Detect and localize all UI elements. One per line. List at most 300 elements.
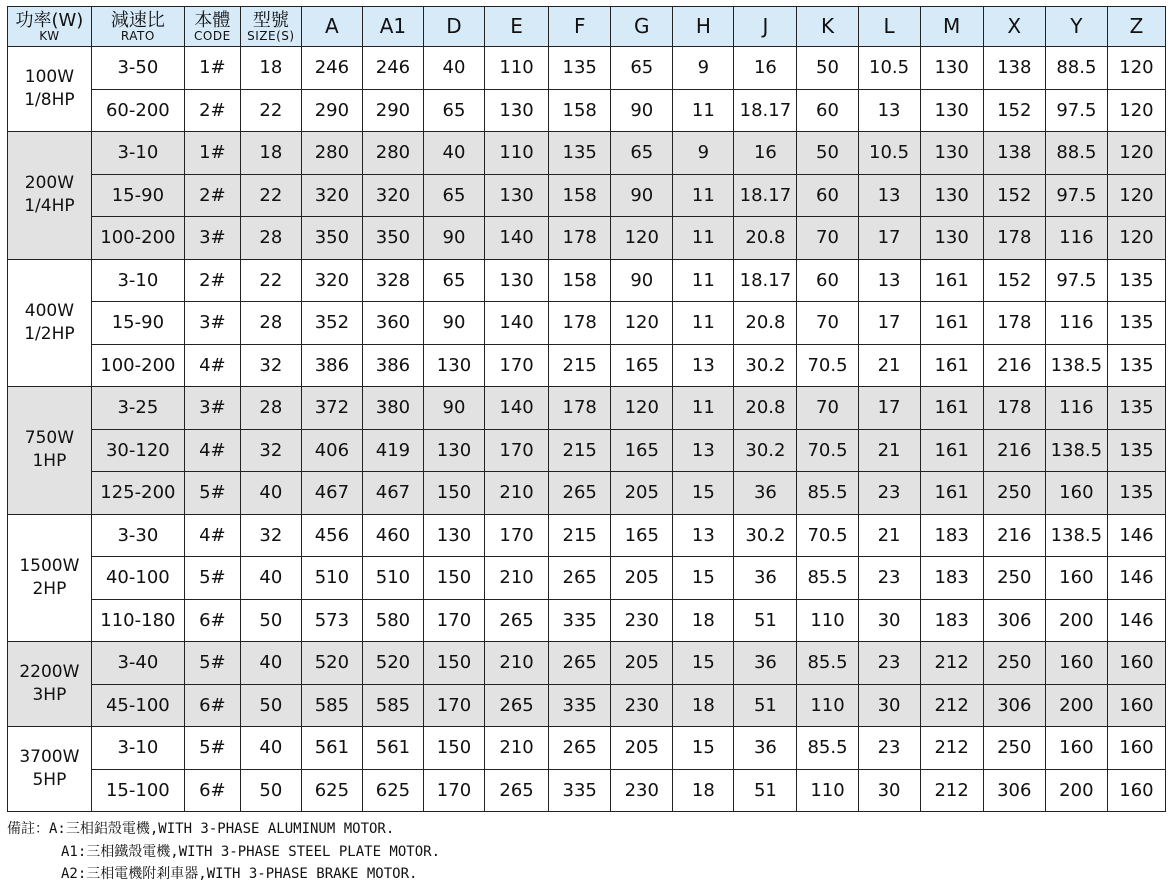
table-cell: 150: [423, 642, 484, 685]
table-cell: 51: [734, 599, 797, 642]
table-cell: 290: [301, 89, 362, 132]
column-header: [1045, 7, 1107, 47]
table-cell: 97.5: [1045, 259, 1107, 302]
table-cell: 23: [858, 557, 920, 600]
table-cell: 32: [240, 514, 301, 557]
table-cell: 138.5: [1045, 344, 1107, 387]
column-header-label: L: [883, 14, 895, 38]
table-cell: 419: [362, 429, 423, 472]
table-cell: 130: [920, 217, 983, 260]
table-cell: 40: [240, 472, 301, 515]
table-cell: 161: [920, 344, 983, 387]
table-cell: 210: [485, 557, 549, 600]
table-cell: 5#: [184, 727, 240, 770]
table-cell: 5#: [184, 642, 240, 685]
table-cell: 90: [611, 259, 673, 302]
table-cell: 130: [920, 174, 983, 217]
table-cell: 120: [1107, 217, 1165, 260]
table-cell: 32: [240, 429, 301, 472]
table-cell: 212: [920, 769, 983, 812]
table-cell: 183: [920, 557, 983, 600]
table-cell: 212: [920, 642, 983, 685]
table-cell: 13: [858, 89, 920, 132]
table-cell: 138.5: [1045, 514, 1107, 557]
table-header: [8, 7, 1166, 47]
column-header: [423, 7, 484, 47]
table-cell: 15-90: [91, 174, 184, 217]
table-cell: 40: [240, 557, 301, 600]
column-header: [240, 7, 301, 47]
column-header: [858, 7, 920, 47]
table-cell: 230: [611, 684, 673, 727]
table-cell: 205: [611, 642, 673, 685]
table-cell: 16: [734, 47, 797, 90]
table-cell: 161: [920, 259, 983, 302]
table-cell: 265: [549, 642, 611, 685]
table-cell: 120: [1107, 174, 1165, 217]
table-cell: 1#: [184, 47, 240, 90]
table-cell: 23: [858, 642, 920, 685]
column-header: [184, 7, 240, 47]
column-header-label: A1: [379, 14, 407, 38]
table-cell: 97.5: [1045, 89, 1107, 132]
column-header-label: J: [762, 14, 769, 38]
notes: [7, 818, 440, 886]
table-cell: 215: [549, 514, 611, 557]
table-cell: 120: [1107, 132, 1165, 175]
table-cell: 161: [920, 429, 983, 472]
table-cell: 178: [549, 302, 611, 345]
column-header: [549, 7, 611, 47]
table-cell: 406: [301, 429, 362, 472]
table-row: [8, 727, 1166, 770]
table-cell: 3#: [184, 217, 240, 260]
table-cell: 150: [423, 472, 484, 515]
table-cell: 585: [301, 684, 362, 727]
column-header-label: E: [510, 14, 523, 38]
table-cell: 4#: [184, 514, 240, 557]
table-row: [8, 642, 1166, 685]
table-cell: 216: [983, 344, 1045, 387]
power-label: 1HP: [32, 451, 67, 472]
table-cell: 200: [1045, 684, 1107, 727]
table-cell: 150: [423, 557, 484, 600]
table-cell: 32: [240, 344, 301, 387]
column-header-label: H: [695, 14, 711, 38]
table-cell: 265: [485, 599, 549, 642]
table-cell: 15: [673, 557, 734, 600]
table-cell: 160: [1107, 769, 1165, 812]
table-cell: 250: [983, 642, 1045, 685]
table-cell: 161: [920, 387, 983, 430]
table-cell: 85.5: [797, 472, 858, 515]
table-row: [8, 599, 1166, 642]
table-cell: 3-30: [91, 514, 184, 557]
table-cell: 161: [920, 302, 983, 345]
table-cell: 152: [983, 89, 1045, 132]
column-header-label: 型號: [252, 9, 289, 31]
table-cell: 110: [797, 684, 858, 727]
table-cell: 146: [1107, 599, 1165, 642]
table-cell: 216: [983, 429, 1045, 472]
column-header-label: D: [446, 14, 462, 38]
table-cell: 561: [362, 727, 423, 770]
power-label: 400W: [24, 300, 75, 321]
table-cell: 130: [485, 174, 549, 217]
table-cell: 36: [734, 727, 797, 770]
column-header: [362, 7, 423, 47]
table-cell: 135: [1107, 344, 1165, 387]
table-cell: 2#: [184, 89, 240, 132]
table-cell: 90: [423, 387, 484, 430]
table-cell: 22: [240, 259, 301, 302]
table-cell: 165: [611, 429, 673, 472]
table-cell: 146: [1107, 557, 1165, 600]
table-cell: 120: [1107, 47, 1165, 90]
power-cell: [8, 727, 92, 812]
table-cell: 200: [1045, 769, 1107, 812]
power-label: 750W: [24, 428, 75, 449]
table-cell: 21: [858, 344, 920, 387]
table-cell: 160: [1045, 557, 1107, 600]
table-cell: 135: [549, 47, 611, 90]
table-cell: 20.8: [734, 302, 797, 345]
table-cell: 45-100: [91, 684, 184, 727]
table-cell: 3-25: [91, 387, 184, 430]
table-cell: 18: [673, 684, 734, 727]
table-cell: 11: [673, 217, 734, 260]
table-cell: 170: [423, 599, 484, 642]
table-cell: 65: [423, 174, 484, 217]
table-cell: 467: [301, 472, 362, 515]
table-cell: 90: [423, 302, 484, 345]
table-cell: 20.8: [734, 217, 797, 260]
table-cell: 250: [983, 472, 1045, 515]
table-cell: 520: [301, 642, 362, 685]
table-cell: 212: [920, 727, 983, 770]
column-header: [91, 7, 184, 47]
table-cell: 170: [423, 769, 484, 812]
table-cell: 9: [673, 132, 734, 175]
table-cell: 520: [362, 642, 423, 685]
table-cell: 40: [423, 47, 484, 90]
table-cell: 2#: [184, 174, 240, 217]
table-cell: 18.17: [734, 174, 797, 217]
table-cell: 30.2: [734, 429, 797, 472]
table-cell: 17: [858, 217, 920, 260]
table-cell: 85.5: [797, 557, 858, 600]
power-label: 200W: [24, 173, 75, 194]
column-header-label: A: [325, 14, 339, 38]
column-header-label: M: [943, 14, 961, 38]
table-cell: 380: [362, 387, 423, 430]
column-header: [797, 7, 858, 47]
table-row: [8, 387, 1166, 430]
column-header-label: F: [573, 14, 586, 38]
table-cell: 23: [858, 472, 920, 515]
table-cell: 135: [1107, 259, 1165, 302]
column-header-label: 減速比: [110, 9, 165, 31]
table-row: [8, 557, 1166, 600]
table-cell: 65: [423, 89, 484, 132]
table-row: [8, 132, 1166, 175]
table-cell: 10.5: [858, 132, 920, 175]
table-cell: 110: [797, 599, 858, 642]
column-header: [301, 7, 362, 47]
table-cell: 40-100: [91, 557, 184, 600]
table-cell: 580: [362, 599, 423, 642]
table-cell: 90: [423, 217, 484, 260]
table-row: [8, 769, 1166, 812]
table-cell: 573: [301, 599, 362, 642]
table-cell: 352: [301, 302, 362, 345]
table-cell: 6#: [184, 684, 240, 727]
table-cell: 178: [549, 217, 611, 260]
table-cell: 120: [611, 387, 673, 430]
table-body: [8, 47, 1166, 812]
table-cell: 250: [983, 557, 1045, 600]
table-cell: 158: [549, 174, 611, 217]
table-cell: 625: [301, 769, 362, 812]
column-header: [611, 7, 673, 47]
table-cell: 88.5: [1045, 47, 1107, 90]
table-cell: 510: [362, 557, 423, 600]
table-cell: 135: [1107, 302, 1165, 345]
table-cell: 138: [983, 47, 1045, 90]
table-cell: 15-100: [91, 769, 184, 812]
table-cell: 30.2: [734, 514, 797, 557]
table-row: [8, 472, 1166, 515]
table-cell: 130: [920, 89, 983, 132]
table-cell: 158: [549, 259, 611, 302]
table-cell: 120: [611, 302, 673, 345]
table-cell: 320: [301, 259, 362, 302]
table-cell: 200: [1045, 599, 1107, 642]
table-cell: 110-180: [91, 599, 184, 642]
table-cell: 11: [673, 387, 734, 430]
table-cell: 130: [485, 259, 549, 302]
table-cell: 215: [549, 429, 611, 472]
table-cell: 510: [301, 557, 362, 600]
table-cell: 212: [920, 684, 983, 727]
table-cell: 60: [797, 259, 858, 302]
table-cell: 125-200: [91, 472, 184, 515]
table-cell: 28: [240, 302, 301, 345]
table-cell: 10.5: [858, 47, 920, 90]
table-cell: 320: [362, 174, 423, 217]
table-cell: 110: [485, 47, 549, 90]
note-line: A2:三相電機附剎車器,WITH 3-PHASE BRAKE MOTOR.: [61, 866, 418, 882]
table-cell: 138.5: [1045, 429, 1107, 472]
power-cell: [8, 642, 92, 727]
table-cell: 140: [485, 302, 549, 345]
table-cell: 386: [362, 344, 423, 387]
table-cell: 210: [485, 472, 549, 515]
table-cell: 158: [549, 89, 611, 132]
table-cell: 290: [362, 89, 423, 132]
table-cell: 135: [549, 132, 611, 175]
column-header-sublabel: RATO: [120, 28, 155, 43]
table-cell: 13: [673, 514, 734, 557]
column-header-label: 功率(W): [15, 9, 84, 31]
table-row: [8, 302, 1166, 345]
table-cell: 165: [611, 514, 673, 557]
table-cell: 178: [983, 387, 1045, 430]
table-cell: 320: [301, 174, 362, 217]
table-cell: 2#: [184, 259, 240, 302]
table-cell: 386: [301, 344, 362, 387]
table-cell: 18.17: [734, 259, 797, 302]
table-cell: 4#: [184, 344, 240, 387]
power-label: 1/4HP: [24, 196, 75, 217]
table-cell: 265: [485, 684, 549, 727]
table-cell: 28: [240, 217, 301, 260]
table-cell: 13: [858, 259, 920, 302]
table-cell: 205: [611, 557, 673, 600]
table-cell: 13: [673, 344, 734, 387]
power-label: 3700W: [19, 747, 80, 767]
table-row: [8, 89, 1166, 132]
table-cell: 170: [485, 514, 549, 557]
power-label: 1/8HP: [24, 90, 75, 110]
column-header-label: 本體: [194, 9, 231, 31]
table-cell: 360: [362, 302, 423, 345]
table-cell: 135: [1107, 387, 1165, 430]
table-cell: 4#: [184, 429, 240, 472]
table-cell: 165: [611, 344, 673, 387]
table-cell: 70: [797, 217, 858, 260]
column-header-sublabel: SIZE(S): [247, 28, 295, 43]
table-cell: 3-10: [91, 132, 184, 175]
table-cell: 65: [611, 132, 673, 175]
header-row: [8, 7, 1166, 47]
table-cell: 51: [734, 684, 797, 727]
table-cell: 216: [983, 514, 1045, 557]
table-cell: 22: [240, 89, 301, 132]
power-label: 5HP: [32, 770, 67, 790]
table-cell: 3#: [184, 302, 240, 345]
table-cell: 205: [611, 727, 673, 770]
table-cell: 335: [549, 599, 611, 642]
table-cell: 90: [611, 174, 673, 217]
column-header: [983, 7, 1045, 47]
table-cell: 30: [858, 599, 920, 642]
table-cell: 210: [485, 727, 549, 770]
table-cell: 265: [549, 472, 611, 515]
table-cell: 85.5: [797, 642, 858, 685]
table-cell: 328: [362, 259, 423, 302]
table-cell: 178: [549, 387, 611, 430]
table-cell: 21: [858, 514, 920, 557]
table-cell: 585: [362, 684, 423, 727]
table-cell: 70: [797, 302, 858, 345]
power-cell: [8, 387, 92, 515]
table-cell: 18: [240, 47, 301, 90]
table-cell: 178: [983, 217, 1045, 260]
table-cell: 265: [485, 769, 549, 812]
table-cell: 350: [301, 217, 362, 260]
table-cell: 140: [485, 387, 549, 430]
table-cell: 170: [485, 429, 549, 472]
table-row: [8, 174, 1166, 217]
table-cell: 11: [673, 174, 734, 217]
column-header: [485, 7, 549, 47]
table-cell: 160: [1045, 472, 1107, 515]
table-cell: 170: [485, 344, 549, 387]
table-cell: 50: [797, 47, 858, 90]
table-cell: 20.8: [734, 387, 797, 430]
power-cell: [8, 514, 92, 642]
power-label: 2HP: [32, 578, 67, 599]
table-cell: 335: [549, 684, 611, 727]
table-cell: 178: [983, 302, 1045, 345]
column-header: [673, 7, 734, 47]
table-cell: 372: [301, 387, 362, 430]
table-cell: 18.17: [734, 89, 797, 132]
table-cell: 306: [983, 769, 1045, 812]
table-cell: 15: [673, 642, 734, 685]
column-header-sublabel: KW: [39, 28, 60, 43]
table-cell: 265: [549, 557, 611, 600]
table-cell: 170: [423, 684, 484, 727]
table-cell: 138: [983, 132, 1045, 175]
table-cell: 130: [920, 47, 983, 90]
table-cell: 70: [797, 387, 858, 430]
column-header-label: K: [820, 14, 835, 38]
table-cell: 3-40: [91, 642, 184, 685]
table-cell: 13: [673, 429, 734, 472]
table-cell: 3-10: [91, 259, 184, 302]
table-cell: 30-120: [91, 429, 184, 472]
table-cell: 13: [858, 174, 920, 217]
table-cell: 36: [734, 472, 797, 515]
table-cell: 100-200: [91, 217, 184, 260]
table-cell: 120: [611, 217, 673, 260]
table-cell: 230: [611, 769, 673, 812]
table-cell: 160: [1107, 684, 1165, 727]
table-cell: 306: [983, 684, 1045, 727]
table-cell: 467: [362, 472, 423, 515]
table-cell: 460: [362, 514, 423, 557]
table-cell: 18: [240, 132, 301, 175]
table-cell: 246: [301, 47, 362, 90]
table-cell: 160: [1045, 727, 1107, 770]
table-row: [8, 684, 1166, 727]
table-cell: 18: [673, 769, 734, 812]
table-cell: 100-200: [91, 344, 184, 387]
table-cell: 50: [797, 132, 858, 175]
table-cell: 246: [362, 47, 423, 90]
table-cell: 265: [549, 727, 611, 770]
table-cell: 30: [858, 769, 920, 812]
table-cell: 50: [240, 769, 301, 812]
table-cell: 18: [673, 599, 734, 642]
table-cell: 36: [734, 557, 797, 600]
table-cell: 23: [858, 727, 920, 770]
table-cell: 116: [1045, 387, 1107, 430]
table-cell: 205: [611, 472, 673, 515]
table-cell: 280: [301, 132, 362, 175]
table-cell: 30.2: [734, 344, 797, 387]
table-cell: 150: [423, 727, 484, 770]
power-label: 3HP: [32, 685, 67, 705]
power-label: 1500W: [19, 555, 80, 576]
table-cell: 215: [549, 344, 611, 387]
table-cell: 30: [858, 684, 920, 727]
column-header-label: Z: [1129, 14, 1144, 38]
table-cell: 50: [240, 684, 301, 727]
column-header: [734, 7, 797, 47]
